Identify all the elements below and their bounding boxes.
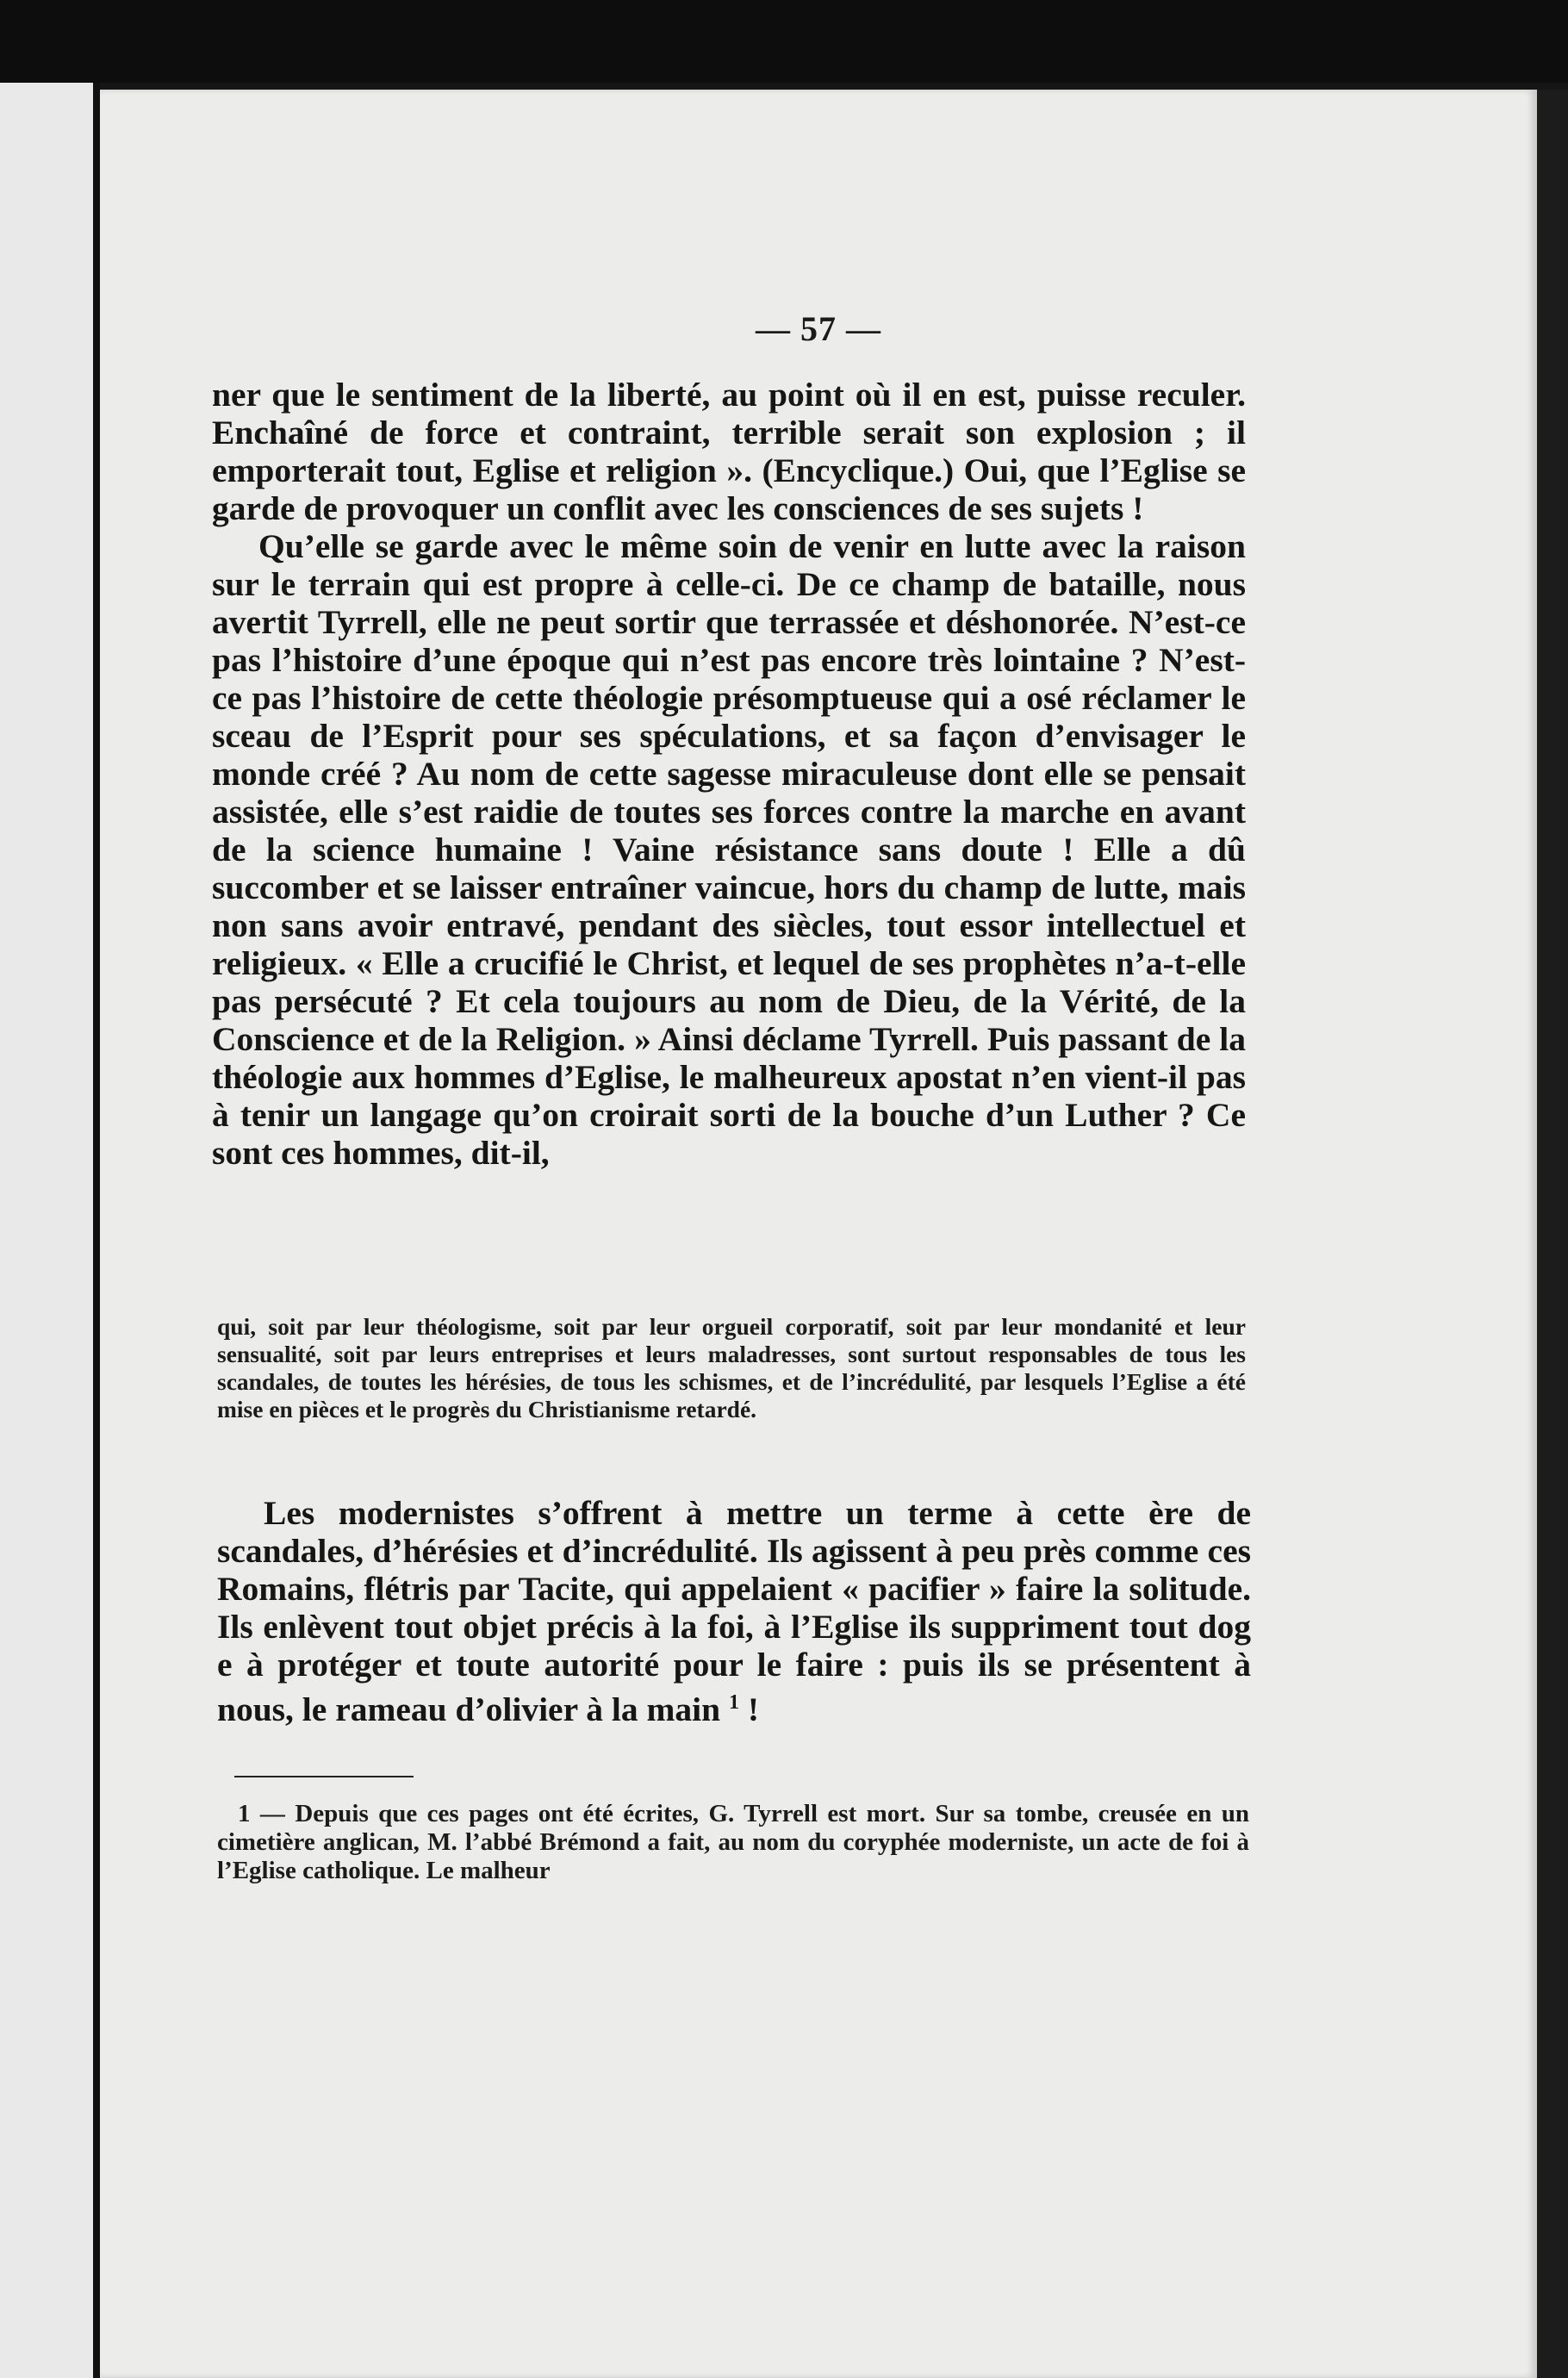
book-page bbox=[100, 90, 1537, 2378]
paragraph: Qu’elle se garde avec le même soin de venir en lutte avec la raison sur le terrain qui est propre à celle-ci. De ce champ de bataille, nous avertit Tyrrell, elle ne peut sortir que terrassée et déshonorée. N’est-ce pas l’histoire d’une époque qui n’est pas encore très lointaine ? N’est-ce pas l’histoire de cette théologie présomptueuse qui a osé réclamer le sceau de l’Esprit pour ses spéculations, et sa façon d’envisager le monde créé ? Au nom de cette sagesse miraculeuse dont elle se pensait assistée, elle s’est raidie de toutes ses forces contre la marche en avant de la science humaine ! Vaine résistance sans doute ! Elle a dû succomber et se laisser entraîner vaincue, hors du champ de lutte, mais non sans avoir entravé, pendant des siècles, tout essor intellectuel et religieux. « Elle a crucifié le Christ, et lequel de ses prophètes n’a-t-elle pas persécuté ? Et cela toujours au nom de Dieu, de la Vérité, de la Conscience et de la Religion. » Ainsi déclame Tyrrell. Puis passant de la théologie aux hommes d’Eglise, le malheureux apostat n’en vient-il pas à tenir un langage qu’on croirait sorti de la bouche d’un Luther ? Ce sont ces hommes, dit-il, bbox=[212, 527, 1246, 1172]
main-text bbox=[212, 376, 1246, 1172]
closing-punctuation: ! bbox=[738, 1690, 759, 1729]
block-quote: qui, soit par leur théologisme, soit par leur orgueil corporatif, soit par leur mondanité et leur sensualité, soit par leurs entreprises et leurs maladresses, sont surtout responsables de tous les scandales, de toutes les hérésies, de tous les schismes, et de l’incrédulité, par lesquels l’Eglise a été mise en pièces et le progrès du Christianisme retardé. bbox=[217, 1313, 1246, 1422]
facing-page-edge bbox=[0, 83, 93, 2378]
footnote-reference: 1 bbox=[728, 1691, 739, 1714]
footnote-rule bbox=[234, 1776, 414, 1777]
right-scan-edge bbox=[1537, 90, 1568, 2378]
page-number: — 57 — bbox=[756, 309, 881, 348]
paragraph-continued: ner que le sentiment de la liberté, au point où il en est, puisse reculer. Enchaîné de force et contraint, terrible serait son explosion ; il emporterait tout, Eglise et religion ». (Encyclique.) Oui, que l’Eglise se garde de provoquer un conflit avec les consciences de ses sujets ! bbox=[212, 376, 1246, 527]
footnote: 1 — Depuis que ces pages ont été écrites, G. Tyrrell est mort. Sur sa tombe, creusée en un cimetière anglican, M. l’abbé Brémond a fait, au nom du coryphée moderniste, un acte de foi à l’Eglise catholique. Le malheur bbox=[217, 1800, 1249, 1884]
scan-background bbox=[0, 0, 1568, 83]
closing-paragraph-text: Les modernistes s’offrent à mettre un terme à cette ère de scandales, d’hérésies et d’incrédulité. Ils agissent à peu près comme ces Romains, flétris par Tacite, qui appelaient « pacifier » faire la solitude. Ils enlèvent tout objet précis à la foi, à l’Eglise ils suppriment tout dog e à protéger et toute autorité pour le faire : puis ils se présentent à nous, le rameau d’olivier à la main bbox=[217, 1494, 1251, 1729]
closing-paragraph bbox=[217, 1494, 1251, 1728]
gutter-shadow bbox=[93, 83, 100, 2378]
